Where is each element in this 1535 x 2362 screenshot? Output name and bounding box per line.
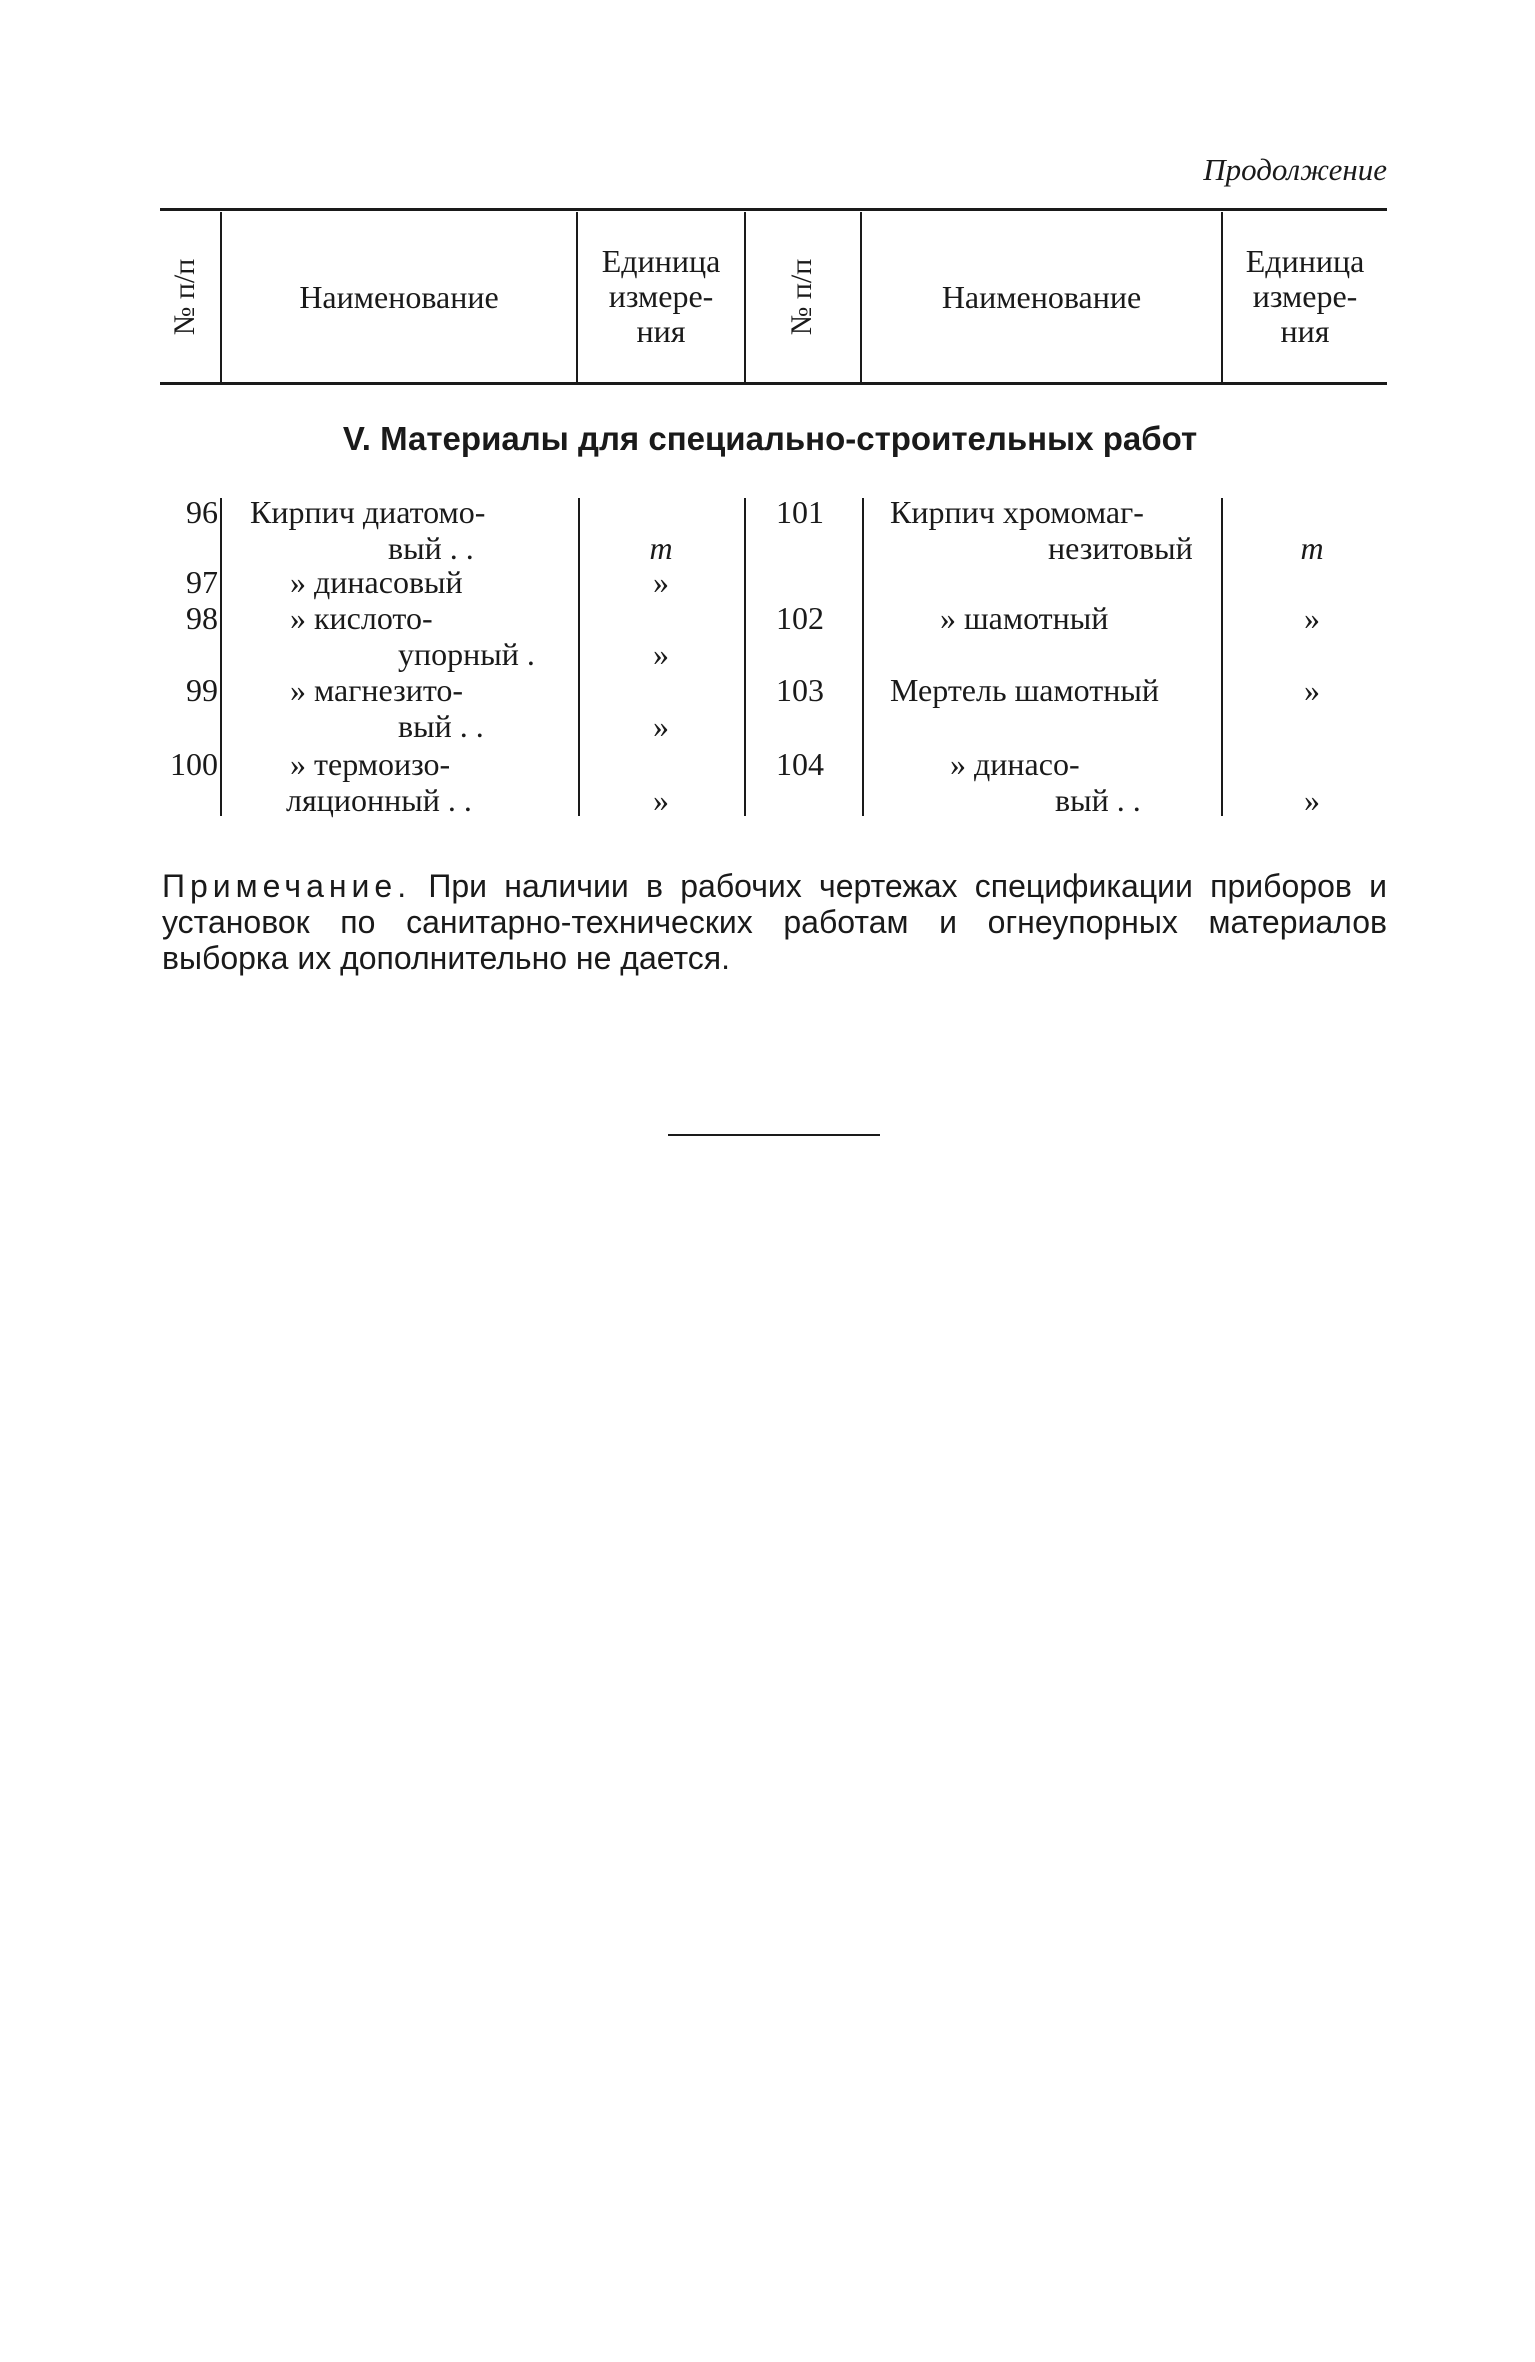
header-unit-line: измере- [608, 278, 714, 314]
section-title: V. Материалы для специально-строительных работ [342, 420, 1198, 457]
header-name-left: Наименование [299, 279, 499, 315]
header-num-right: № п/п [785, 258, 818, 336]
row-unit: » [1304, 600, 1320, 636]
row-unit: » [653, 708, 669, 744]
body-divider [220, 498, 222, 816]
body-divider [578, 498, 580, 816]
header-num-left: № п/п [168, 258, 201, 336]
row-unit: m [1300, 530, 1324, 566]
header-unit-line: Единица [601, 243, 721, 279]
table-top-rule [160, 208, 1387, 211]
row-name-line: незитовый [1048, 530, 1193, 566]
row-unit: » [1304, 782, 1320, 818]
row-name-line: Кирпич диатомо- [250, 494, 486, 530]
footnote [162, 868, 1387, 976]
header-unit-line: ния [1280, 313, 1330, 349]
row-name-line: вый . . [1055, 782, 1141, 818]
row-unit: m [649, 530, 673, 566]
row-name-line: ляционный . . [286, 782, 472, 818]
header-name-right: Наименование [941, 279, 1142, 315]
header-unit-line: измере- [1252, 278, 1358, 314]
table-header-bottom-rule [160, 382, 1387, 385]
row-name: Мертель шамотный [890, 672, 1159, 708]
row-number: 102 [776, 600, 824, 636]
body-divider [1221, 498, 1223, 816]
row-number: 99 [186, 672, 218, 708]
row-name-line: вый . . [398, 708, 484, 744]
row-name: » динасовый [290, 564, 463, 600]
footnote-text: При наличии в рабочих чертежах спецификации приборов и установок по санитарно-технических работам и огнеупорных материалов выборка их дополнительно не дается. [162, 868, 1387, 976]
row-name [286, 746, 472, 818]
continuation-label: Продолжение [1203, 152, 1387, 187]
footnote-label: Примечание. [162, 868, 412, 904]
row-number: 96 [186, 494, 218, 530]
row-name-line: вый . . [388, 530, 474, 566]
row-name [950, 746, 1141, 818]
row-unit: » [1304, 672, 1320, 708]
row-name [250, 494, 485, 566]
body-divider [862, 498, 864, 816]
row-name: » шамотный [940, 600, 1109, 636]
row-name [290, 600, 535, 672]
row-name-line: » кислото- [290, 600, 433, 636]
row-number: 101 [776, 494, 824, 530]
row-number: 98 [186, 600, 218, 636]
header-unit-line: ния [636, 313, 686, 349]
header-unit-line: Единица [1245, 243, 1365, 279]
row-number: 100 [170, 746, 218, 782]
row-name [290, 672, 484, 744]
row-name [890, 494, 1193, 566]
row-number: 104 [776, 746, 824, 782]
row-name-line: » магнезито- [290, 672, 464, 708]
row-number: 103 [776, 672, 824, 708]
row-unit: » [653, 636, 669, 672]
row-number: 97 [186, 564, 218, 600]
header-unit-left [578, 244, 744, 349]
header-divider [744, 212, 746, 382]
row-name-line: » термоизо- [290, 746, 451, 782]
row-unit: » [653, 564, 669, 600]
row-unit: » [653, 782, 669, 818]
end-rule [668, 1134, 880, 1136]
row-name-line: упорный . [398, 636, 535, 672]
row-name-line: » динасо- [950, 746, 1080, 782]
header-unit-right [1223, 244, 1387, 349]
row-name-line: Кирпич хромомаг- [890, 494, 1144, 530]
